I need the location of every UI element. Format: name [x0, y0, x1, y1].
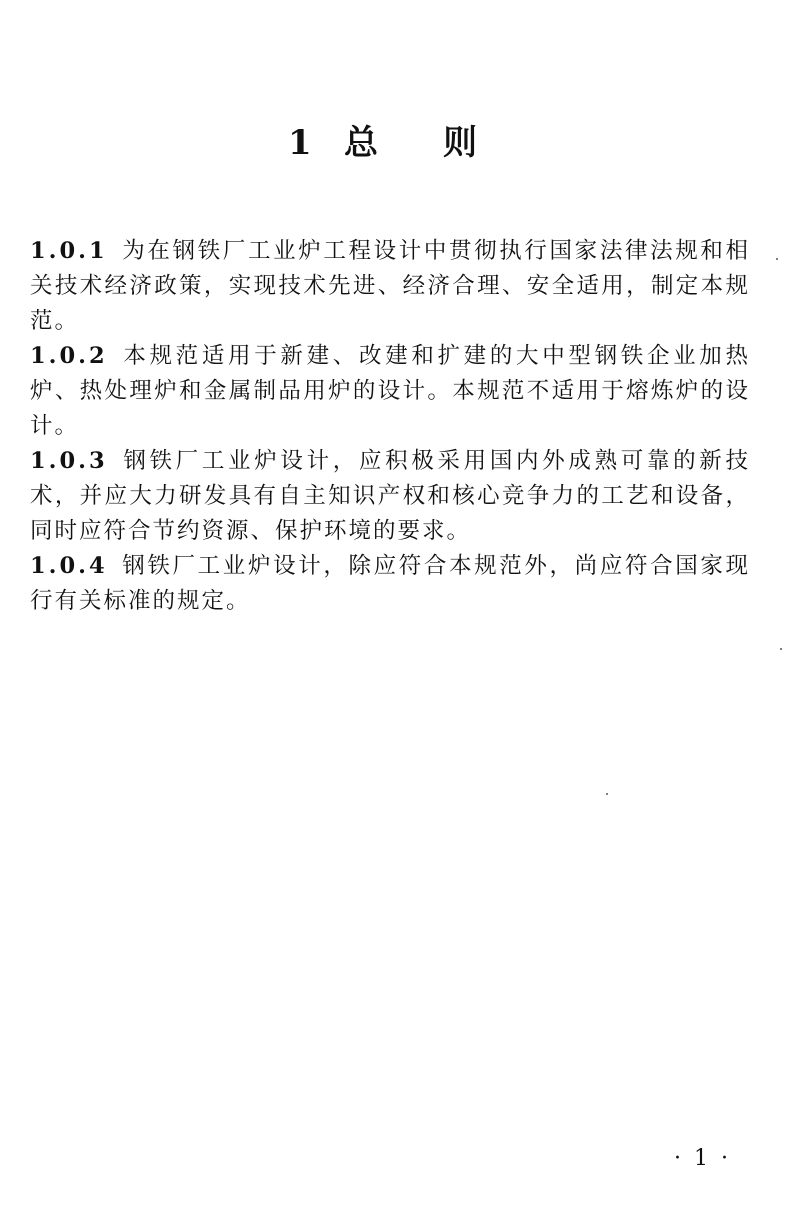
- clause-text: 本规范适用于新建、改建和扩建的大中型钢铁企业加热炉、热处理炉和金属制品用炉的设计。本规范不适用于熔炼炉的设计。: [30, 343, 750, 439]
- clause-1-0-3: [30, 444, 750, 549]
- clause-number: 1.0.4: [30, 553, 108, 579]
- chapter-number: 1: [288, 123, 312, 163]
- scan-speck: [780, 648, 782, 650]
- clause-text: 钢铁厂工业炉设计，除应符合本规范外，尚应符合国家现行有关标准的规定。: [30, 553, 750, 614]
- clause-number: 1.0.1: [30, 238, 108, 264]
- clause-1-0-1: [30, 234, 750, 339]
- clause-number: 1.0.3: [30, 448, 108, 474]
- clause-text: 为在钢铁厂工业炉工程设计中贯彻执行国家法律法规和相关技术经济政策，实现技术先进、经济合理、安全适用，制定本规范。: [30, 238, 750, 334]
- scan-speck: [606, 793, 608, 795]
- clause-list: [30, 234, 750, 619]
- chapter-title-char-2: 则: [443, 123, 477, 163]
- chapter-title-char-1: 总: [344, 123, 378, 163]
- clause-number: 1.0.2: [30, 343, 108, 369]
- page-number: · 1 ·: [674, 1146, 731, 1171]
- clause-1-0-4: [30, 549, 750, 619]
- scan-speck: [776, 258, 778, 260]
- chapter-heading: [0, 118, 790, 168]
- clause-text: 钢铁厂工业炉设计，应积极采用国内外成熟可靠的新技术，并应大力研发具有自主知识产权和核心竞争力的工艺和设备，同时应符合节约资源、保护环境的要求。: [30, 448, 750, 544]
- clause-1-0-2: [30, 339, 750, 444]
